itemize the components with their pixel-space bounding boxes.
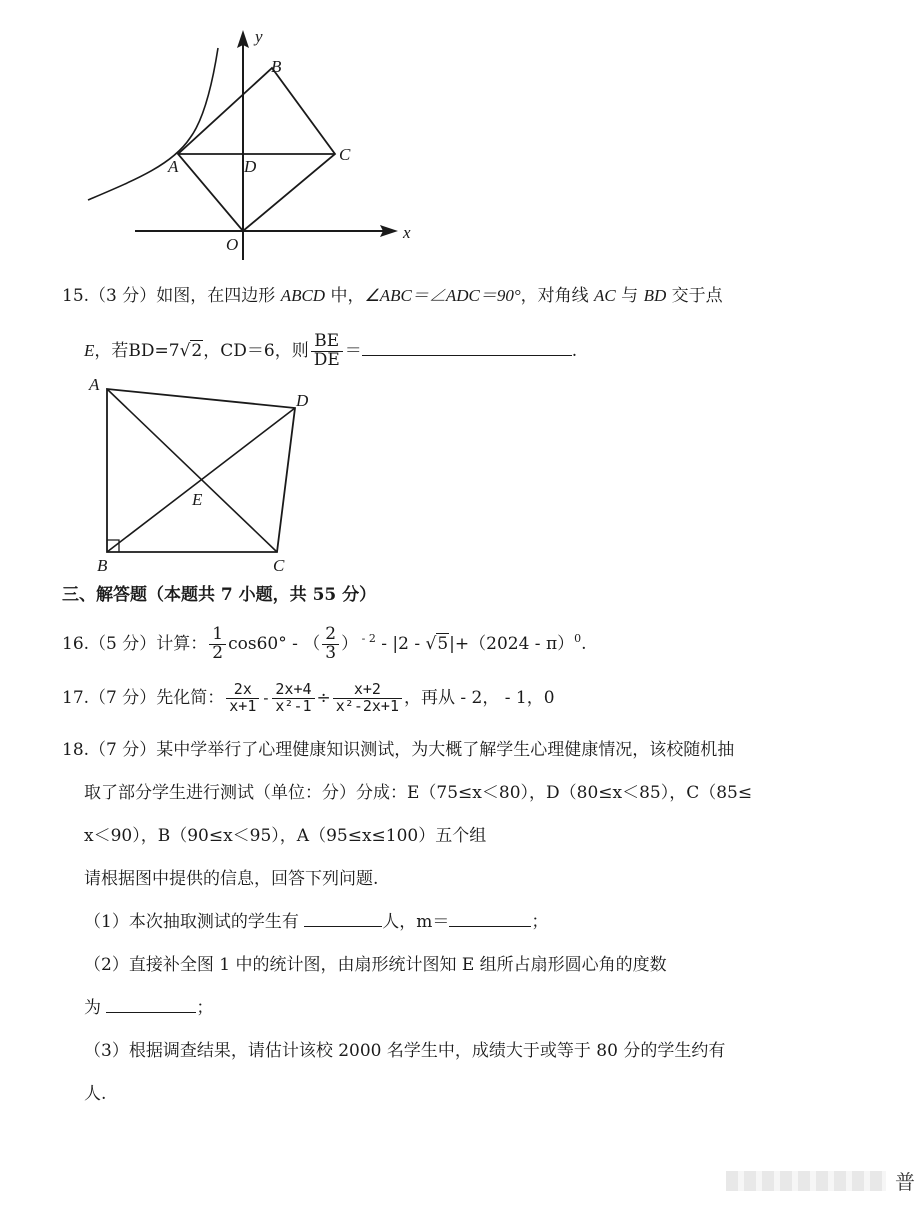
label-C: C bbox=[339, 145, 351, 164]
q15-answer-blank[interactable] bbox=[362, 341, 572, 356]
q17-f1-den: x+1 bbox=[229, 696, 257, 715]
watermark-bar bbox=[726, 1171, 886, 1191]
q16-cos: cos60° bbox=[228, 633, 287, 654]
label-x: x bbox=[403, 223, 411, 242]
diagonal-AC bbox=[107, 389, 277, 552]
q15-text-d: 与 bbox=[615, 286, 644, 306]
q18-line4: 请根据图中提供的信息，回答下列问题. bbox=[84, 869, 379, 889]
square-ABCO bbox=[178, 68, 335, 231]
q18-p1-blank-m[interactable] bbox=[449, 912, 531, 927]
q16-abs: - |2 - bbox=[375, 633, 426, 654]
q17-fraction-1 bbox=[226, 682, 259, 715]
q18-part3b: 人. bbox=[84, 1084, 107, 1104]
q17-minus: - bbox=[261, 688, 271, 707]
q17-line bbox=[62, 682, 555, 715]
q17-f3-den: x²-2x+1 bbox=[335, 696, 399, 715]
q17-f2-num: 2x+4 bbox=[272, 682, 314, 699]
q15-score: （3 分） bbox=[89, 286, 157, 306]
q16-f1-den: 2 bbox=[212, 642, 224, 663]
q18-line2: 取了部分学生进行测试（单位：分）分成：E（75≤x＜80），D（80≤x＜85），C（85≤ bbox=[84, 783, 753, 803]
q16-fraction-2 bbox=[322, 626, 339, 663]
q15-number: 15. bbox=[62, 286, 90, 306]
q15-text-b: 中， bbox=[325, 286, 365, 306]
label-B: B bbox=[97, 556, 108, 575]
q17-fraction-2 bbox=[272, 682, 314, 715]
figure-coordinate-square bbox=[80, 20, 425, 260]
q18-line1: 18.（7 分）某中学举行了心理健康知识测试，为大概了解学生心理健康情况，该校随机抽 bbox=[62, 740, 735, 760]
q15-bd: BD bbox=[643, 286, 667, 305]
q15-text-a: 如图，在四边形 bbox=[156, 286, 281, 306]
q15-line2 bbox=[84, 333, 577, 370]
label-A: A bbox=[89, 375, 100, 394]
q15-angle: ∠ABC＝∠ADC＝90° bbox=[364, 286, 521, 305]
q18-p1-mid: 人，m＝ bbox=[382, 912, 450, 932]
q15-fraction-num: BE bbox=[311, 333, 343, 352]
q18-part1 bbox=[84, 910, 548, 934]
q17-number: 17. bbox=[62, 687, 90, 708]
q15-sqrt-radicand: 2 bbox=[191, 340, 203, 361]
label-B: B bbox=[271, 57, 282, 76]
q16-abs-end: |+（2024 - π） bbox=[449, 633, 575, 654]
q15-fraction bbox=[311, 333, 343, 370]
q15-cd: ，CD＝6，则 bbox=[203, 340, 309, 361]
q15-period: . bbox=[571, 340, 578, 361]
q18-p2b-end: ； bbox=[196, 998, 214, 1018]
q16-end: . bbox=[581, 633, 587, 654]
q16-power: - 2 bbox=[358, 632, 376, 646]
figure-quadrilateral bbox=[85, 372, 325, 577]
q15-eq: ＝ bbox=[344, 340, 362, 361]
q16-f2-den: 3 bbox=[325, 642, 337, 663]
q15-sqrt: √2 bbox=[179, 340, 203, 361]
label-y: y bbox=[255, 27, 263, 46]
q18-p1-blank-count[interactable] bbox=[304, 912, 382, 927]
diagonal-BD bbox=[107, 408, 295, 552]
label-D: D bbox=[244, 157, 257, 176]
q16-sqrt-radicand: 5 bbox=[437, 633, 449, 654]
q16-score: （5 分）计算： bbox=[89, 633, 208, 654]
q17-f1-num: 2x bbox=[226, 682, 259, 699]
q15-abcd: ABCD bbox=[280, 286, 326, 305]
q17-div: ÷ bbox=[316, 687, 331, 708]
q16-f1-num: 1 bbox=[209, 626, 226, 645]
q16-line bbox=[62, 626, 587, 663]
q15-if: ，若BD=7 bbox=[94, 340, 180, 361]
label-C: C bbox=[273, 556, 285, 575]
label-D: D bbox=[296, 391, 309, 410]
label-E: E bbox=[192, 490, 203, 509]
quadrilateral-ABCD bbox=[107, 389, 295, 552]
q18-p2-blank-angle[interactable] bbox=[106, 998, 196, 1013]
q16-fraction-1 bbox=[209, 626, 226, 663]
q18-part2b bbox=[84, 996, 213, 1020]
q18-part2: （2）直接补全图 1 中的统计图，由扇形统计图知 E 组所占扇形圆心角的度数 bbox=[84, 955, 667, 975]
q17-f2-den: x²-1 bbox=[275, 696, 312, 715]
section-3-heading: 三、解答题（本题共 7 小题，共 55 分） bbox=[62, 585, 377, 605]
q17-tail: ，再从 - 2， - 1，0 bbox=[404, 687, 555, 708]
q15-text-e: 交于点 bbox=[666, 286, 723, 306]
q15-line1 bbox=[62, 284, 723, 308]
q16-zero: 0 bbox=[574, 632, 582, 646]
q16-f2-num: 2 bbox=[322, 626, 339, 645]
q15-fraction-den: DE bbox=[313, 349, 340, 370]
q18-part3: （3）根据调查结果，请估计该校 2000 名学生中，成绩大于或等于 80 分的学生约有 bbox=[84, 1041, 726, 1061]
q18-p2b-pre: 为 bbox=[84, 998, 107, 1018]
q17-score: （7 分）先化简： bbox=[89, 687, 225, 708]
q18-p1-pre: （1）本次抽取测试的学生有 bbox=[84, 912, 305, 932]
q15-ac: AC bbox=[594, 286, 616, 305]
q16-number: 16. bbox=[62, 633, 90, 654]
q16-close: ） bbox=[341, 633, 359, 654]
q15-e: E bbox=[84, 340, 95, 360]
q16-minus: - （ bbox=[286, 633, 321, 654]
label-O: O bbox=[226, 235, 239, 254]
q17-f3-num: x+2 bbox=[333, 682, 402, 699]
q15-text-c: ，对角线 bbox=[520, 286, 595, 306]
watermark-text: 普 bbox=[895, 1170, 915, 1194]
q16-sqrt: √5 bbox=[425, 633, 449, 654]
q18-line3: x＜90），B（90≤x＜95），A（95≤x≤100）五个组 bbox=[84, 826, 487, 846]
q17-fraction-3 bbox=[333, 682, 402, 715]
q18-p1-end: ； bbox=[531, 912, 549, 932]
label-A: A bbox=[168, 157, 179, 176]
